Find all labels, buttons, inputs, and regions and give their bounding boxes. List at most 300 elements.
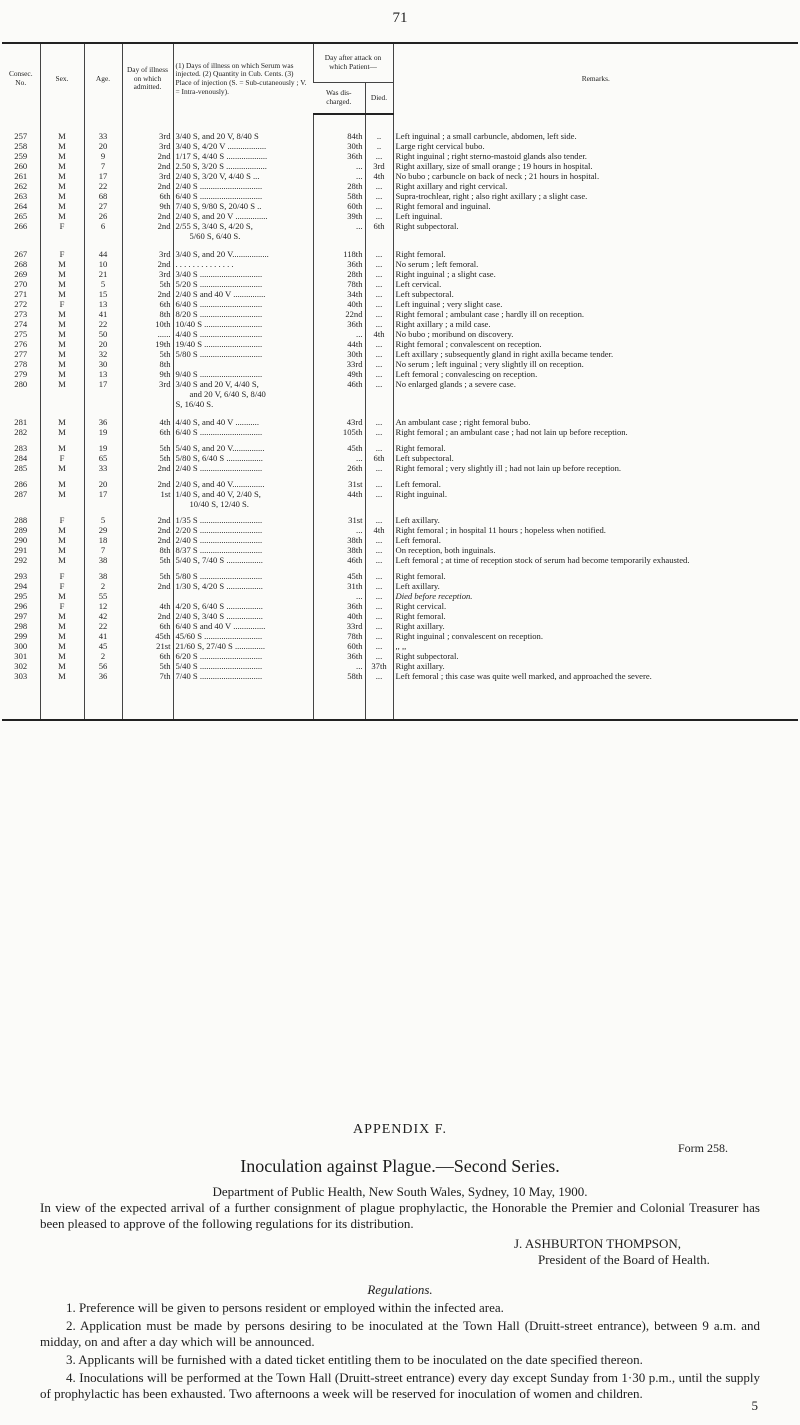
died-cell: 6th bbox=[365, 453, 393, 463]
discharged-cell: 26th bbox=[313, 463, 365, 473]
consec-cell: 272 bbox=[14, 299, 28, 309]
consec-cell: 265 bbox=[14, 211, 28, 221]
died-cell: ... bbox=[365, 289, 393, 299]
day-cell: 2nd bbox=[122, 259, 173, 269]
age-cell: 44 bbox=[84, 241, 122, 259]
signatory-title: President of the Board of Health. bbox=[538, 1252, 710, 1267]
consec-cell: 300 bbox=[14, 641, 28, 651]
age-cell: 55 bbox=[84, 591, 122, 601]
serum-cell: 2.50 S, 3/20 S ................... bbox=[173, 161, 313, 171]
serum-cell: 10/40 S ........................... bbox=[173, 319, 313, 329]
serum-cell bbox=[173, 359, 313, 369]
died-cell: ... bbox=[365, 555, 393, 565]
remarks-cell: An ambulant case ; right femoral bubo. bbox=[393, 409, 798, 427]
age-cell: 42 bbox=[84, 611, 122, 621]
died-cell: ... bbox=[365, 299, 393, 309]
died-cell: ... bbox=[365, 611, 393, 621]
died-cell: ... bbox=[365, 601, 393, 611]
table-row bbox=[2, 309, 798, 319]
serum-cell: 2/20 S ............................. bbox=[173, 525, 313, 535]
intro-text: In view of the expected arrival of a further consignment of plague prophylactic, the Honorable the Premier and Colonial Treasurer has been pleased to approve of the following regulations for its distribution. bbox=[40, 1200, 760, 1231]
serum-cell: 21/60 S, 27/40 S .............. bbox=[173, 641, 313, 651]
table-row bbox=[2, 509, 798, 525]
discharged-cell: 36th bbox=[313, 601, 365, 611]
serum-cell: 45/60 S ........................... bbox=[173, 631, 313, 641]
table-row bbox=[2, 651, 798, 661]
day-cell: 9th bbox=[122, 201, 173, 211]
died-cell: ... bbox=[365, 621, 393, 631]
sex-cell: M bbox=[40, 611, 84, 621]
day-cell: 3rd bbox=[122, 241, 173, 259]
serum-cell: . . . . . . . . . . . . . . bbox=[173, 259, 313, 269]
regulations-title: Regulations. bbox=[367, 1282, 433, 1297]
table-row bbox=[2, 565, 798, 581]
serum-cell: 5/40 S, 7/40 S ................. bbox=[173, 555, 313, 565]
discharged-cell: 118th bbox=[313, 241, 365, 259]
remarks-cell: No serum ; left inguinal ; very slightly ill on reception. bbox=[393, 359, 798, 369]
table-row bbox=[2, 555, 798, 565]
consec-cell: 287 bbox=[14, 489, 28, 499]
age-cell: 13 bbox=[84, 299, 122, 309]
remarks-cell: Large right cervical bubo. bbox=[393, 141, 798, 151]
age-cell: 12 bbox=[84, 601, 122, 611]
sex-cell: F bbox=[40, 453, 84, 463]
died-cell: ... bbox=[365, 241, 393, 259]
remarks-cell: Right femoral ; ambulant case ; hardly ill on reception. bbox=[393, 309, 798, 319]
serum-cell: 6/40 S and 40 V ............... bbox=[173, 621, 313, 631]
serum-cell: 4/20 S, 6/40 S ................. bbox=[173, 601, 313, 611]
day-cell: 2nd bbox=[122, 181, 173, 191]
appendix-heading: Inoculation against Plague.—Second Series. bbox=[240, 1156, 560, 1176]
age-cell: 38 bbox=[84, 555, 122, 565]
table-row bbox=[2, 191, 798, 201]
consec-cell: 295 bbox=[14, 591, 28, 601]
died-cell: 37th bbox=[365, 661, 393, 671]
sex-cell: M bbox=[40, 141, 84, 151]
day-cell: 3rd bbox=[122, 141, 173, 151]
discharged-cell: 84th bbox=[313, 131, 365, 141]
remarks-cell: Left femoral ; at time of reception stock of serum had become temporarily exhausted. bbox=[393, 555, 798, 565]
sex-cell: M bbox=[40, 651, 84, 661]
age-cell: 17 bbox=[84, 379, 122, 409]
day-cell: 5th bbox=[122, 349, 173, 359]
serum-cell: 5/40 S, and 20 V............... bbox=[173, 437, 313, 453]
remarks-cell: On reception, both inguinals. bbox=[393, 545, 798, 555]
sex-cell: M bbox=[40, 661, 84, 671]
sex-cell: M bbox=[40, 201, 84, 211]
sex-cell: M bbox=[40, 671, 84, 681]
sex-cell: M bbox=[40, 591, 84, 601]
discharged-cell: 36th bbox=[313, 651, 365, 661]
table-row bbox=[2, 437, 798, 453]
discharged-cell: ... bbox=[313, 171, 365, 181]
serum-cell: 3/40 S, and 20 V................. bbox=[173, 241, 313, 259]
serum-cell: 8/37 S ............................. bbox=[173, 545, 313, 555]
died-cell: 3rd bbox=[365, 161, 393, 171]
consec-cell: 277 bbox=[14, 349, 28, 359]
day-cell: 5th bbox=[122, 437, 173, 453]
day-cell: 2nd bbox=[122, 151, 173, 161]
discharged-cell: 58th bbox=[313, 671, 365, 681]
day-cell: ...... bbox=[122, 329, 173, 339]
sex-cell: M bbox=[40, 379, 84, 409]
died-cell: ... bbox=[365, 427, 393, 437]
table-row bbox=[2, 339, 798, 349]
serum-cell: 9/40 S ............................. bbox=[173, 369, 313, 379]
consec-cell: 264 bbox=[14, 201, 28, 211]
died-cell: .. bbox=[365, 141, 393, 151]
age-cell: 7 bbox=[84, 161, 122, 171]
consec-cell: 268 bbox=[14, 259, 28, 269]
serum-cell: 5/80 S, 6/40 S ................. bbox=[173, 453, 313, 463]
died-cell: ... bbox=[365, 509, 393, 525]
consec-cell: 303 bbox=[14, 671, 28, 681]
serum-cell: 3/40 S ............................. bbox=[173, 269, 313, 279]
age-cell: 22 bbox=[84, 181, 122, 191]
regulation-3: 3. Applicants will be furnished with a dated ticket entitling them to be inoculated on the date specified thereon. bbox=[66, 1352, 643, 1367]
died-cell: ... bbox=[365, 309, 393, 319]
header-discharged: Was dis-charged. bbox=[313, 83, 365, 115]
table-row bbox=[2, 241, 798, 259]
age-cell: 65 bbox=[84, 453, 122, 463]
header-day-illness: Day of illness on which admitted. bbox=[122, 43, 173, 114]
age-cell: 38 bbox=[84, 565, 122, 581]
sex-cell: M bbox=[40, 621, 84, 631]
discharged-cell: 46th bbox=[313, 555, 365, 565]
table-row bbox=[2, 463, 798, 473]
discharged-cell: 38th bbox=[313, 535, 365, 545]
day-cell: 4th bbox=[122, 601, 173, 611]
discharged-cell: 39th bbox=[313, 211, 365, 221]
sex-cell: M bbox=[40, 359, 84, 369]
serum-cell: 1/35 S ............................. bbox=[173, 509, 313, 525]
sex-cell: M bbox=[40, 171, 84, 181]
table-row bbox=[2, 299, 798, 309]
died-cell: ... bbox=[365, 259, 393, 269]
age-cell: 2 bbox=[84, 581, 122, 591]
day-cell: 2nd bbox=[122, 289, 173, 299]
age-cell: 15 bbox=[84, 289, 122, 299]
serum-cell: 6/40 S ............................. bbox=[173, 299, 313, 309]
day-cell: 2nd bbox=[122, 509, 173, 525]
age-cell: 7 bbox=[84, 545, 122, 555]
age-cell: 68 bbox=[84, 191, 122, 201]
sex-cell: M bbox=[40, 409, 84, 427]
spacer-row bbox=[2, 114, 798, 131]
age-cell: 17 bbox=[84, 489, 122, 509]
table-row bbox=[2, 211, 798, 221]
died-cell: ... bbox=[365, 319, 393, 329]
consec-cell: 301 bbox=[14, 651, 28, 661]
remarks-cell: No bubo ; moribund on discovery. bbox=[393, 329, 798, 339]
age-cell: 13 bbox=[84, 369, 122, 379]
header-consec: Consec. No. bbox=[2, 43, 40, 114]
died-cell: ... bbox=[365, 369, 393, 379]
day-cell: 2nd bbox=[122, 581, 173, 591]
remarks-cell: Left subpectoral. bbox=[393, 289, 798, 299]
discharged-cell: 28th bbox=[313, 269, 365, 279]
serum-cell: 4/40 S ............................. bbox=[173, 329, 313, 339]
discharged-cell: 28th bbox=[313, 181, 365, 191]
day-cell: 5th bbox=[122, 555, 173, 565]
remarks-cell: Right femoral ; in hospital 11 hours ; hopeless when notified. bbox=[393, 525, 798, 535]
died-cell: ... bbox=[365, 631, 393, 641]
regulation-2: 2. Application must be made by persons desiring to be inoculated at the Town Hall (Druitt-street entrance), between 9 a.m. and midday, on and after a day which will be announced. bbox=[40, 1318, 760, 1349]
discharged-cell: ... bbox=[313, 525, 365, 535]
remarks-cell: Right femoral ; convalescent on reception. bbox=[393, 339, 798, 349]
serum-cell: 2/40 S, 3/40 S ................. bbox=[173, 611, 313, 621]
table-row bbox=[2, 581, 798, 591]
consec-cell: 294 bbox=[14, 581, 28, 591]
sex-cell: M bbox=[40, 641, 84, 651]
discharged-cell: 31st bbox=[313, 473, 365, 489]
age-cell: 19 bbox=[84, 437, 122, 453]
day-cell: 5th bbox=[122, 453, 173, 463]
died-cell: ... bbox=[365, 379, 393, 409]
died-cell: ... bbox=[365, 545, 393, 555]
age-cell: 32 bbox=[84, 349, 122, 359]
day-cell: 5th bbox=[122, 661, 173, 671]
serum-cell: 1/30 S, 4/20 S ................. bbox=[173, 581, 313, 591]
remarks-cell: Right femoral ; very slightly ill ; had not lain up before reception. bbox=[393, 463, 798, 473]
remarks-cell: Supra-trochlear, right ; also right axillary ; a slight case. bbox=[393, 191, 798, 201]
sex-cell: M bbox=[40, 463, 84, 473]
discharged-cell: 40th bbox=[313, 299, 365, 309]
table-row bbox=[2, 279, 798, 289]
consec-cell: 276 bbox=[14, 339, 28, 349]
age-cell: 26 bbox=[84, 211, 122, 221]
died-cell: 4th bbox=[365, 171, 393, 181]
sex-cell: M bbox=[40, 489, 84, 509]
serum-cell: 2/55 S, 3/40 S, 4/20 S, 5/60 S, 6/40 S. bbox=[173, 221, 313, 241]
remarks-cell: No serum ; left femoral. bbox=[393, 259, 798, 269]
table-row bbox=[2, 409, 798, 427]
day-cell: 1st bbox=[122, 489, 173, 509]
consec-cell: 293 bbox=[14, 571, 28, 581]
discharged-cell: 46th bbox=[313, 379, 365, 409]
consec-cell: 282 bbox=[14, 427, 28, 437]
sex-cell: F bbox=[40, 221, 84, 241]
header-age: Age. bbox=[84, 43, 122, 114]
table-row bbox=[2, 379, 798, 409]
died-cell: ... bbox=[365, 409, 393, 427]
age-cell: 41 bbox=[84, 631, 122, 641]
remarks-cell: Left femoral. bbox=[393, 535, 798, 545]
table-row bbox=[2, 621, 798, 631]
table-row bbox=[2, 489, 798, 509]
consec-cell: 273 bbox=[14, 309, 28, 319]
sex-cell: F bbox=[40, 581, 84, 591]
remarks-cell: Right femoral. bbox=[393, 565, 798, 581]
remarks-cell: Right femoral. bbox=[393, 241, 798, 259]
day-cell: 2nd bbox=[122, 161, 173, 171]
age-cell: 33 bbox=[84, 463, 122, 473]
table-row bbox=[2, 427, 798, 437]
day-cell: 2nd bbox=[122, 535, 173, 545]
consec-cell: 271 bbox=[14, 289, 28, 299]
day-cell: 9th bbox=[122, 369, 173, 379]
remarks-cell: Right inguinal ; convalescent on reception. bbox=[393, 631, 798, 641]
consec-cell: 286 bbox=[14, 479, 28, 489]
died-cell: ... bbox=[365, 349, 393, 359]
sex-cell: M bbox=[40, 151, 84, 161]
day-cell: 3rd bbox=[122, 269, 173, 279]
day-cell: 6th bbox=[122, 191, 173, 201]
sex-cell: M bbox=[40, 309, 84, 319]
discharged-cell: ... bbox=[313, 221, 365, 241]
discharged-cell: 60th bbox=[313, 641, 365, 651]
consec-cell: 262 bbox=[14, 181, 28, 191]
appendix-title: APPENDIX F. bbox=[353, 1122, 447, 1137]
sex-cell: M bbox=[40, 525, 84, 535]
discharged-cell: 36th bbox=[313, 259, 365, 269]
sex-cell: M bbox=[40, 555, 84, 565]
table-row bbox=[2, 535, 798, 545]
discharged-cell: 45th bbox=[313, 565, 365, 581]
age-cell: 56 bbox=[84, 661, 122, 671]
remarks-cell: Left axillary ; subsequently gland in right axilla became tender. bbox=[393, 349, 798, 359]
table-row bbox=[2, 611, 798, 621]
sex-cell: M bbox=[40, 329, 84, 339]
remarks-cell: Right cervical. bbox=[393, 601, 798, 611]
sex-cell: M bbox=[40, 545, 84, 555]
discharged-cell: 38th bbox=[313, 545, 365, 555]
serum-cell: 3/40 S, 4/20 V .................. bbox=[173, 141, 313, 151]
serum-cell: 2/40 S, 3/20 V, 4/40 S ... bbox=[173, 171, 313, 181]
discharged-cell: 22nd bbox=[313, 309, 365, 319]
sex-cell: M bbox=[40, 269, 84, 279]
table-row bbox=[2, 359, 798, 369]
day-cell: 6th bbox=[122, 427, 173, 437]
day-cell: 8th bbox=[122, 309, 173, 319]
discharged-cell: ... bbox=[313, 453, 365, 463]
consec-cell: 288 bbox=[14, 515, 28, 525]
age-cell: 45 bbox=[84, 641, 122, 651]
remarks-cell: Right inguinal ; a slight case. bbox=[393, 269, 798, 279]
sex-cell: M bbox=[40, 319, 84, 329]
day-cell: 45th bbox=[122, 631, 173, 641]
serum-cell: 3/40 S and 20 V, 4/40 S, and 20 V, 6/40 S, 8/40 S, 16/40 S. bbox=[173, 379, 313, 409]
sex-cell: M bbox=[40, 211, 84, 221]
serum-cell: 7/40 S, 9/80 S, 20/40 S .. bbox=[173, 201, 313, 211]
sex-cell: M bbox=[40, 259, 84, 269]
sex-cell: M bbox=[40, 161, 84, 171]
remarks-cell: Right axillary. bbox=[393, 621, 798, 631]
table-row bbox=[2, 601, 798, 611]
consec-cell: 258 bbox=[14, 141, 28, 151]
died-cell: ... bbox=[365, 581, 393, 591]
died-cell: ... bbox=[365, 535, 393, 545]
day-cell: 2nd bbox=[122, 211, 173, 221]
serum-cell: 8/20 S ............................. bbox=[173, 309, 313, 319]
age-cell: 18 bbox=[84, 535, 122, 545]
consec-cell: 298 bbox=[14, 621, 28, 631]
table-row bbox=[2, 671, 798, 681]
sex-cell: M bbox=[40, 279, 84, 289]
died-cell: ... bbox=[365, 339, 393, 349]
remarks-cell: Left femoral ; this case was quite well marked, and approached the severe. bbox=[393, 671, 798, 681]
discharged-cell: 105th bbox=[313, 427, 365, 437]
table-row bbox=[2, 269, 798, 279]
died-cell: ... bbox=[365, 279, 393, 289]
day-cell: 5th bbox=[122, 565, 173, 581]
day-cell bbox=[122, 591, 173, 601]
day-cell: 3rd bbox=[122, 171, 173, 181]
serum-cell: 1/17 S, 4/40 S ................... bbox=[173, 151, 313, 161]
table-row bbox=[2, 661, 798, 671]
died-cell: ... bbox=[365, 565, 393, 581]
remarks-cell: Right subpectoral. bbox=[393, 221, 798, 241]
remarks-cell: Left cervical. bbox=[393, 279, 798, 289]
sex-cell: M bbox=[40, 535, 84, 545]
consec-cell: 259 bbox=[14, 151, 28, 161]
age-cell: 22 bbox=[84, 319, 122, 329]
consec-cell: 278 bbox=[14, 359, 28, 369]
age-cell: 50 bbox=[84, 329, 122, 339]
table-row bbox=[2, 525, 798, 535]
sex-cell: M bbox=[40, 473, 84, 489]
sex-cell: F bbox=[40, 299, 84, 309]
died-cell: ... bbox=[365, 641, 393, 651]
discharged-cell: 30th bbox=[313, 349, 365, 359]
serum-cell: 1/40 S, and 40 V, 2/40 S, 10/40 S, 12/40 S. bbox=[173, 489, 313, 509]
serum-cell: 3/40 S, and 20 V, 8/40 S bbox=[173, 131, 313, 141]
remarks-cell: Right femoral ; an ambulant case ; had not lain up before reception. bbox=[393, 427, 798, 437]
remarks-cell: Left inguinal ; a small carbuncle, abdomen, left side. bbox=[393, 131, 798, 141]
day-cell: 6th bbox=[122, 621, 173, 631]
consec-cell: 281 bbox=[14, 417, 28, 427]
serum-cell: 5/80 S ............................. bbox=[173, 565, 313, 581]
died-cell: .. bbox=[365, 131, 393, 141]
remarks-cell: Left femoral ; convalescing on reception. bbox=[393, 369, 798, 379]
serum-cell: 6/40 S ............................. bbox=[173, 427, 313, 437]
remarks-cell: Left axillary. bbox=[393, 509, 798, 525]
age-cell: 22 bbox=[84, 621, 122, 631]
form-number: Form 258. bbox=[677, 1141, 728, 1155]
day-cell: 8th bbox=[122, 545, 173, 555]
sex-cell: M bbox=[40, 339, 84, 349]
department-line: Department of Public Health, New South Wales, Sydney, 10 May, 1900. bbox=[212, 1184, 588, 1199]
died-cell: 4th bbox=[365, 525, 393, 535]
table-row bbox=[2, 591, 798, 601]
age-cell: 10 bbox=[84, 259, 122, 269]
consec-cell: 285 bbox=[14, 463, 28, 473]
signatory: J. ASHBURTON THOMPSON, bbox=[514, 1236, 682, 1251]
remarks-cell: Right axillary and right cervical. bbox=[393, 181, 798, 191]
day-cell: 2nd bbox=[122, 221, 173, 241]
table-row bbox=[2, 181, 798, 191]
age-cell: 27 bbox=[84, 201, 122, 211]
died-cell: ... bbox=[365, 359, 393, 369]
discharged-cell: 40th bbox=[313, 611, 365, 621]
consec-cell: 261 bbox=[14, 171, 28, 181]
table-row bbox=[2, 131, 798, 141]
table-row bbox=[2, 641, 798, 651]
consec-cell: 263 bbox=[14, 191, 28, 201]
age-cell: 5 bbox=[84, 509, 122, 525]
age-cell: 29 bbox=[84, 525, 122, 535]
table-row bbox=[2, 319, 798, 329]
died-cell: ... bbox=[365, 269, 393, 279]
discharged-cell: 30th bbox=[313, 141, 365, 151]
age-cell: 21 bbox=[84, 269, 122, 279]
serum-cell: 2/40 S ............................. bbox=[173, 463, 313, 473]
serum-cell: 5/80 S ............................. bbox=[173, 349, 313, 359]
remarks-cell: Left femoral. bbox=[393, 473, 798, 489]
day-cell: 2nd bbox=[122, 611, 173, 621]
sex-cell: M bbox=[40, 191, 84, 201]
day-cell: 3rd bbox=[122, 131, 173, 141]
